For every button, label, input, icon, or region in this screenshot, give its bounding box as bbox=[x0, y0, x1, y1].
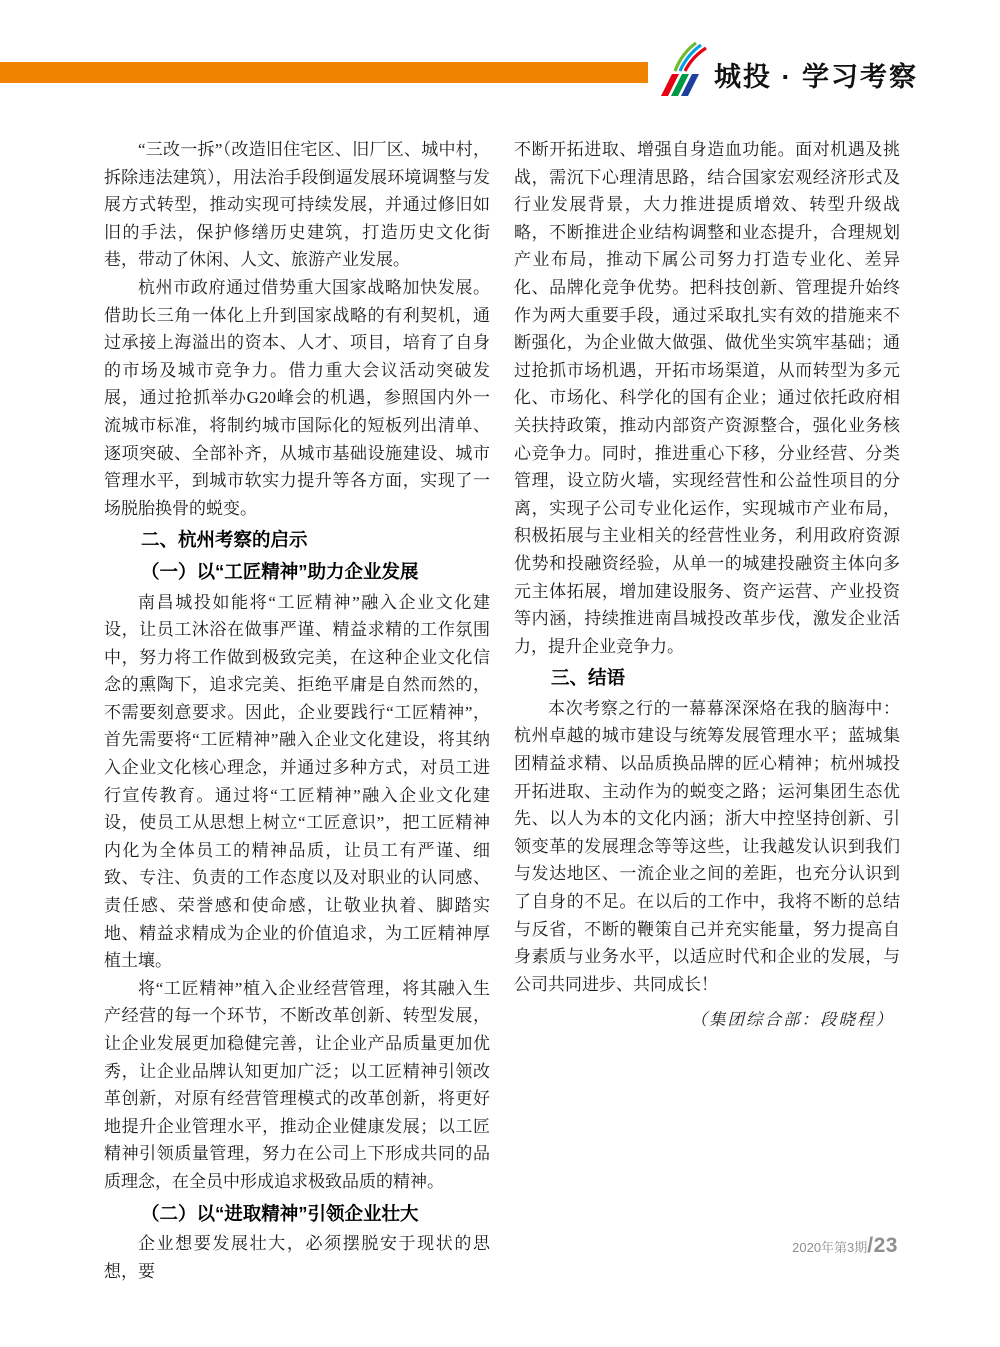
paragraph: 南昌城投如能将“工匠精神”融入企业文化建设，让员工沐浴在做事严谨、精益求精的工作氛围中，努力将工作做到极致完美，在这种企业文化信念的熏陶下，追求完美、拒绝平庸是自然而然的，不需要刻意要求。因此，企业要践行“工匠精神”，首先需要将“工匠精神”融入企业文化建设，将其纳入企业文化核心理念，并通过多种方式，对员工进行宣传教育。通过将“工匠精神”融入企业文化建设，使员工从思想上树立“工匠意识”，把工匠精神内化为全体员工的精神品质，让员工有严谨、细致、专注、负责的工作态度以及对职业的认同感、责任感、荣誉感和使命感，让敬业执着、脚踏实地、精益求精成为企业的价值追求，为工匠精神厚植土壤。 bbox=[104, 592, 490, 971]
subsection-heading: （二）以“进取精神”引领企业壮大 bbox=[141, 1202, 419, 1224]
brand-logo-icon bbox=[656, 40, 708, 98]
paragraph: 杭州市政府通过借势重大国家战略加快发展。借助长三角一体化上升到国家战略的有利契机，通过承接上海溢出的资本、人才、项目，培育了自身的市场及城市竞争力。借力重大会议活动突破发展，通过抢抓举办G20峰会的机遇，参照国内外一流城市标准，将制约城市国际化的短板列出清单、逐项突破、全部补齐，从城市基础设施建设、城市管理水平，到城市软实力提升等各方面，实现了一场脱胎换骨的蜕变。 bbox=[104, 277, 490, 518]
paragraph: 将“工匠精神”植入企业经营管理，将其融入生产经营的每一个环节，不断改革创新、转型发展，让企业发展更加稳健完善，让企业产品质量更加优秀，让企业品牌认知更加广泛；以工匠精神引领改革创新，对原有经营管理模式的改革创新，将更好地提升企业管理水平，推动企业健康发展；以工匠精神引领质量管理，努力在公司上下形成共同的品质理念，在全员中形成追求极致品质的精神。 bbox=[104, 978, 490, 1191]
section-heading: 三、结语 bbox=[551, 667, 626, 689]
issue-label: 2020年第3期 bbox=[792, 1240, 868, 1255]
subsection-heading: （一）以“工匠精神”助力企业发展 bbox=[141, 560, 419, 582]
right-column bbox=[514, 136, 900, 1034]
paragraph: 本次考察之行的一幕幕深深烙在我的脑海中：杭州卓越的城市建设与统筹发展管理水平；蓝城集团精益求精、以品质换品牌的匠心精神；杭州城投开拓进取、主动作为的蜕变之路；运河集团生态优先、以人为本的文化内涵；浙大中控坚持创新、引领变革的发展理念等等这些，让我越发认识到我们与发达地区、一流企业之间的差距，也充分认识到了自身的不足。在以后的工作中，我将不断的总结与反省，不断的鞭策自己并充实能量，努力提高自身素质与业务水平，以适应时代和企业的发展，与公司共同进步、共同成长！ bbox=[514, 698, 900, 994]
page-footer bbox=[792, 1234, 898, 1258]
paragraph: 企业想要发展壮大，必须摆脱安于现状的思想，要 bbox=[104, 1234, 490, 1281]
page-number: /23 bbox=[867, 1234, 898, 1257]
author-signature: （集团综合部：段晓程） bbox=[690, 1010, 894, 1030]
paragraph: 不断开拓进取、增强自身造血功能。面对机遇及挑战，需沉下心理清思路，结合国家宏观经济形式及行业发展背景，大力推进提质增效、转型升级战略，不断推进企业结构调整和业态提升，合理规划产业布局，推动下属公司努力打造专业化、差异化、品牌化竞争优势。把科技创新、管理提升始终作为两大重要手段，通过采取扎实有效的措施来不断强化，为企业做大做强、做优坐实筑牢基础；通过抢抓市场机遇，开拓市场渠道，从而转型为多元化、市场化、科学化的国有企业；通过依托政府相关扶持政策，推动内部资产资源整合，强化业务核心竞争力。同时，推进重心下移，分业经营、分类管理，设立防火墙，实现经营性和公益性项目的分离，实现子公司专业化运作，实现城市产业布局，积极拓展与主业相关的经营性业务，利用政府资源优势和投融资经验，从单一的城建投融资主体向多元主体拓展，增加建设服务、资产运营、产业投资等内涵，持续推进南昌城投改革步伐，激发企业活力，提升企业竞争力。 bbox=[514, 140, 900, 656]
section-heading: 二、杭州考察的启示 bbox=[141, 529, 308, 551]
paragraph: “三改一拆”（改造旧住宅区、旧厂区、城中村，拆除违法建筑），用法治手段倒逼发展环境调整与发展方式转型，推动实现可持续发展，并通过修旧如旧的手法，保护修缮历史建筑，打造历史文化街巷，带动了休闲、人文、旅游产业发展。 bbox=[104, 140, 490, 270]
brand-title: 城投 · 学习考察 bbox=[714, 62, 918, 92]
header-orange-bar bbox=[0, 62, 648, 83]
left-column bbox=[104, 136, 490, 1285]
